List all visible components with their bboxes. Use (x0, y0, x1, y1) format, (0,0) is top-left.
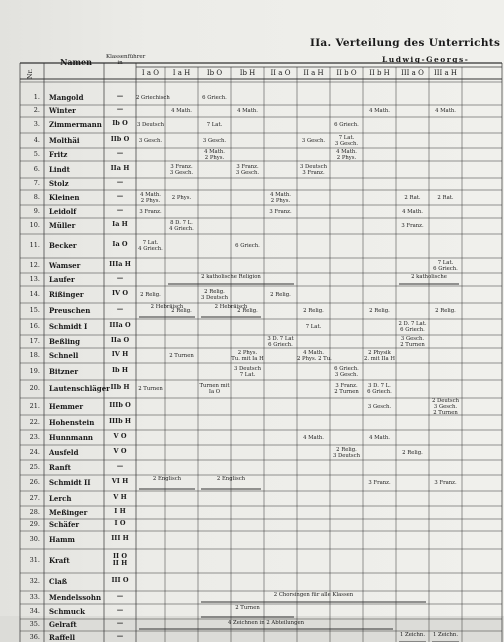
schedule-span-entry: 2 Englisch (216, 476, 246, 482)
teacher-name: Schmuck (49, 606, 86, 616)
class-leader: Ia H (112, 220, 128, 228)
row-number: 3. (33, 120, 40, 128)
schedule-entry: 2 D. 7 Lat. 6 Griech. (398, 321, 427, 333)
teacher-name: Wamser (49, 260, 81, 270)
teacher-name: Beßling (49, 336, 80, 346)
row-number: 18. (29, 350, 40, 359)
class-leader: IIb H (110, 383, 130, 391)
schedule-entry: 6 Griech. (202, 95, 227, 101)
schedule-entry: 2 Phys. Tu. mit Ia H (231, 349, 264, 362)
teacher-name: Preuschen (49, 306, 91, 315)
schedule-entry: 2 Griechisch (136, 95, 170, 101)
class-leader: — (116, 205, 124, 214)
teacher-name: Kleinen (49, 192, 80, 202)
class-leader: — (116, 273, 124, 282)
row-number: 14. (29, 289, 40, 298)
schedule-entry: 4 Math. (237, 108, 258, 114)
schedule-entry: 4 Math. (303, 434, 324, 441)
schedule-entry: 3 Gesch. 2 Turnen (400, 335, 425, 348)
schedule-entry: 7 Lat. 4 Griech. (138, 240, 163, 252)
schedule-entry: 7 Lat. 6 Griech. (433, 259, 458, 272)
teacher-name: Meßinger (49, 507, 88, 517)
schedule-entry: 2 Relig. 3 Deutsch (332, 446, 361, 459)
schedule-span-entry: 2 Hebräisch (214, 304, 248, 310)
class-leader: — (116, 105, 124, 113)
teacher-name: Lindt (49, 164, 70, 174)
class-header: Ib O (206, 69, 223, 77)
class-leader: — (116, 619, 124, 627)
class-header: Ib H (239, 69, 256, 77)
teacher-name: Raffell (49, 632, 76, 642)
row-number: 16. (29, 322, 40, 330)
row-number: 13. (29, 274, 40, 283)
row-number: 2. (33, 106, 40, 114)
schedule-entry: 4 Math. 2 Phys. (270, 191, 291, 204)
row-number: 30. (29, 535, 40, 543)
row-number: 25. (29, 462, 40, 471)
row-number: 23. (29, 432, 40, 441)
row-number: 32. (29, 577, 40, 585)
class-leader: — (116, 591, 124, 600)
class-leader: Ib H (112, 365, 128, 374)
teacher-name: Ranft (49, 462, 71, 472)
schedule-span-entry: 1 Zeichn. (399, 632, 426, 638)
teacher-name: Müller (49, 221, 76, 230)
teacher-name: Rißinger (49, 289, 84, 299)
teacher-name: Schmidt II (49, 478, 91, 487)
class-leader: V O (113, 431, 127, 440)
row-number: 17. (29, 336, 40, 345)
class-leader: IIb O (110, 134, 130, 143)
row-number: 28. (29, 507, 40, 516)
class-leader: III O (111, 576, 129, 584)
class-header: III a H (433, 69, 458, 77)
schedule-entry: 4 Math. (435, 108, 456, 114)
schedule-entry: 2 Deutsch 3 Gesch. 2 Turnen (431, 397, 460, 416)
row-number: 11. (29, 241, 40, 249)
schedule-entry: 3 Franz. (269, 208, 292, 215)
class-leader: Ia O (112, 240, 128, 248)
class-leader: — (116, 631, 124, 640)
schedule-entry: 3 D. 7 L. 6 Griech. (367, 383, 392, 395)
class-leader: V O (113, 446, 127, 455)
schedule-entry: 2 Turnen (169, 352, 194, 359)
class-leader: I H (114, 506, 126, 515)
schedule-entry: 3 Gesch. (138, 137, 163, 144)
teacher-name: Hunnmann (49, 432, 94, 442)
schedule-entry: 4 Math. (369, 434, 390, 441)
row-number: 34. (29, 606, 40, 615)
schedule-entry: 4 Math. (369, 108, 390, 114)
schedule-entry: 2 Relig. (237, 308, 258, 314)
schedule-entry: 4 Math. 2 Phys. (204, 148, 225, 161)
schedule-entry: 2 Relig. (402, 449, 423, 456)
row-number: 31. (29, 556, 40, 564)
header-nr: Nr. (26, 68, 34, 80)
class-header: III a O (401, 69, 424, 77)
header-klassenfuehrer: Klassenführer in (106, 54, 146, 66)
schedule-entry: 2 Phys. (171, 194, 192, 201)
schedule-entry: 3 Franz. 3 Gesch. (235, 163, 260, 176)
teacher-name: Molthäi (49, 135, 80, 145)
schedule-span-entry: 2 Hebräisch (150, 304, 184, 310)
schedule-entry: 2 Relig. (303, 308, 324, 314)
schedule-span-entry: 1 Zeichn. (432, 632, 459, 638)
schedule-span-entry: 2 katholische Religion (201, 274, 261, 280)
teacher-name: Gelraft (49, 620, 77, 629)
class-leader: IIIb H (108, 416, 132, 425)
schedule-entry: 2 Relig. (140, 291, 161, 298)
teacher-name: Zimmermann (49, 120, 102, 129)
class-leader: IV H (111, 349, 129, 358)
teacher-name: Hemmer (49, 401, 84, 411)
header-name: Namen (60, 57, 92, 67)
row-number: 1. (33, 93, 40, 101)
class-leader: IIa O (110, 335, 130, 344)
class-header: II b H (369, 69, 390, 77)
row-number: 19. (29, 366, 40, 375)
teacher-name: Lautenschläger (49, 384, 110, 393)
schedule-entry: 2 Rat. (437, 194, 454, 201)
schedule-span-entry: 2 Turnen (235, 605, 260, 611)
schedule-entry: 8 D. 7 L. 4 Griech. (169, 220, 194, 232)
class-leader: — (116, 178, 124, 186)
schedule-entry: 3 Franz. (139, 208, 162, 215)
schedule-entry: 3 Franz. 2 Turnen (334, 383, 359, 395)
schedule-entry: 4 Math. 2 Phys. (336, 148, 357, 161)
row-number: 33. (29, 592, 40, 601)
row-number: 10. (29, 221, 40, 229)
row-number: 35. (29, 620, 40, 628)
schedule-entry: 2 Turnen (138, 386, 163, 392)
teacher-name: Winter (49, 106, 76, 115)
class-leader: VI H (111, 477, 129, 485)
class-leader: — (116, 461, 124, 470)
row-number: 26. (29, 478, 40, 486)
school-name: Ludwig-Georgs- (382, 55, 470, 64)
schedule-entry: 2 Relig. (435, 308, 456, 314)
class-leader: IV O (111, 288, 128, 297)
teacher-name: Schmidt I (49, 322, 88, 331)
class-leader: I O (114, 519, 126, 527)
schedule-entry: 2 Relig. 3 Deutsch (200, 288, 229, 301)
teacher-name: Laufer (49, 274, 75, 284)
class-leader: — (116, 191, 124, 200)
row-number: 7. (33, 179, 40, 187)
schedule-entry: 3 Franz. (401, 223, 424, 229)
row-number: 9. (33, 206, 40, 215)
teacher-name: Mangold (49, 93, 84, 102)
teacher-name: Stolz (49, 179, 69, 188)
class-leader: — (116, 92, 124, 100)
class-leader: IIa H (110, 163, 130, 172)
schedule-entry: 4 Math. (402, 208, 423, 215)
teacher-name: Kraft (49, 556, 70, 565)
schedule-entry: 4 Math. 2 Phys. (140, 191, 161, 204)
class-header: II a H (303, 69, 324, 77)
class-leader: II O II H (112, 552, 128, 567)
schedule-entry: 2 Relig. (369, 308, 390, 314)
schedule-entry: 3 Deutsch 3 Franz. (299, 163, 328, 176)
class-leader: Ib O (112, 119, 128, 127)
row-number: 21. (29, 401, 40, 410)
schedule-entry: 3 Franz. 3 Gesch. (169, 163, 194, 176)
teacher-name: Hamm (49, 535, 75, 544)
teacher-name: Fritz (49, 149, 68, 159)
class-leader: IIIa H (109, 259, 131, 268)
teacher-name: Leidolf (49, 206, 77, 216)
teacher-name: Bitzner (49, 366, 79, 376)
class-header: II b O (336, 69, 357, 77)
teacher-name: Schäfer (49, 520, 80, 529)
class-leader: — (116, 605, 124, 614)
row-number: 6. (33, 164, 40, 173)
schedule-span-entry: 4 Zeichnen in 2 Abteilungen (227, 620, 305, 626)
row-number: 29. (29, 520, 40, 528)
row-number: 36. (29, 632, 40, 641)
schedule-entry: 3 Gesch. (301, 137, 326, 144)
schedule-entry: 3 Gesch. (202, 137, 227, 144)
row-number: 5. (33, 149, 40, 158)
schedule-entry: 3 Gesch. (367, 403, 392, 410)
row-number: 8. (33, 192, 40, 201)
page-title: IIa. Verteilung des Unterrichts (310, 37, 501, 49)
teacher-name: Lerch (49, 493, 72, 503)
teacher-name: Hohenstein (49, 417, 95, 427)
schedule-entry: 7 Lat. (206, 122, 223, 128)
row-number: 4. (33, 135, 40, 144)
schedule-entry: 4 Math. (171, 108, 192, 114)
schedule-entry: 7 Lat. (305, 324, 322, 330)
row-number: 20. (29, 384, 40, 392)
schedule-entry: 2 Relig. (171, 308, 192, 314)
class-leader: III H (111, 534, 129, 542)
schedule-entry: 3 Franz. (368, 480, 391, 486)
row-number: 22. (29, 417, 40, 426)
teacher-name: Mendelssohn (49, 592, 102, 602)
teacher-name: Becker (49, 241, 77, 250)
schedule-entry: 6 Griech. (235, 243, 260, 249)
schedule-entry: 3 Deutsch (136, 122, 165, 128)
teacher-name: Claß (49, 577, 68, 586)
row-number: 15. (29, 306, 40, 314)
class-leader: IIIb O (109, 400, 131, 409)
schedule-entry: 6 Griech. 3 Gesch. (334, 365, 359, 378)
schedule-entry: 2 Relig. (270, 291, 291, 298)
schedule-entry: 2 Rat. (404, 194, 421, 201)
schedule-entry: 3 Franz. (434, 480, 457, 486)
class-leader: IIIa O (109, 321, 131, 329)
schedule-span-entry: 2 katholische (411, 274, 447, 280)
class-leader: V H (113, 492, 127, 501)
schedule-entry: 3 D. 7 Lat 6 Griech. (267, 335, 294, 348)
class-header: II a O (270, 69, 291, 77)
class-leader: — (116, 305, 124, 313)
schedule-entry: 3 Deutsch 7 Lat. (233, 365, 262, 378)
schedule-entry: 2 Physik 2. mit IIa H (364, 349, 395, 362)
schedule-span-entry: 2 Chorsingen für alle Klassen (273, 592, 354, 598)
class-header: I a H (172, 69, 191, 77)
teacher-name: Ausfeld (49, 447, 79, 457)
schedule-entry: 6 Griech. (334, 122, 359, 128)
class-leader: — (116, 148, 124, 157)
schedule-entry: Turnen mit Ia O (199, 383, 230, 395)
row-number: 24. (29, 447, 40, 456)
schedule-entry: 7 Lat. 3 Gesch. (334, 134, 359, 147)
class-header: I a O (141, 69, 160, 77)
schedule-entry: 4 Math. 2 Phys. 2 Tu. (297, 349, 332, 362)
row-number: 12. (29, 260, 40, 269)
row-number: 27. (29, 493, 40, 502)
schedule-span-entry: 2 Englisch (152, 476, 182, 482)
teacher-name: Schnell (49, 350, 79, 360)
